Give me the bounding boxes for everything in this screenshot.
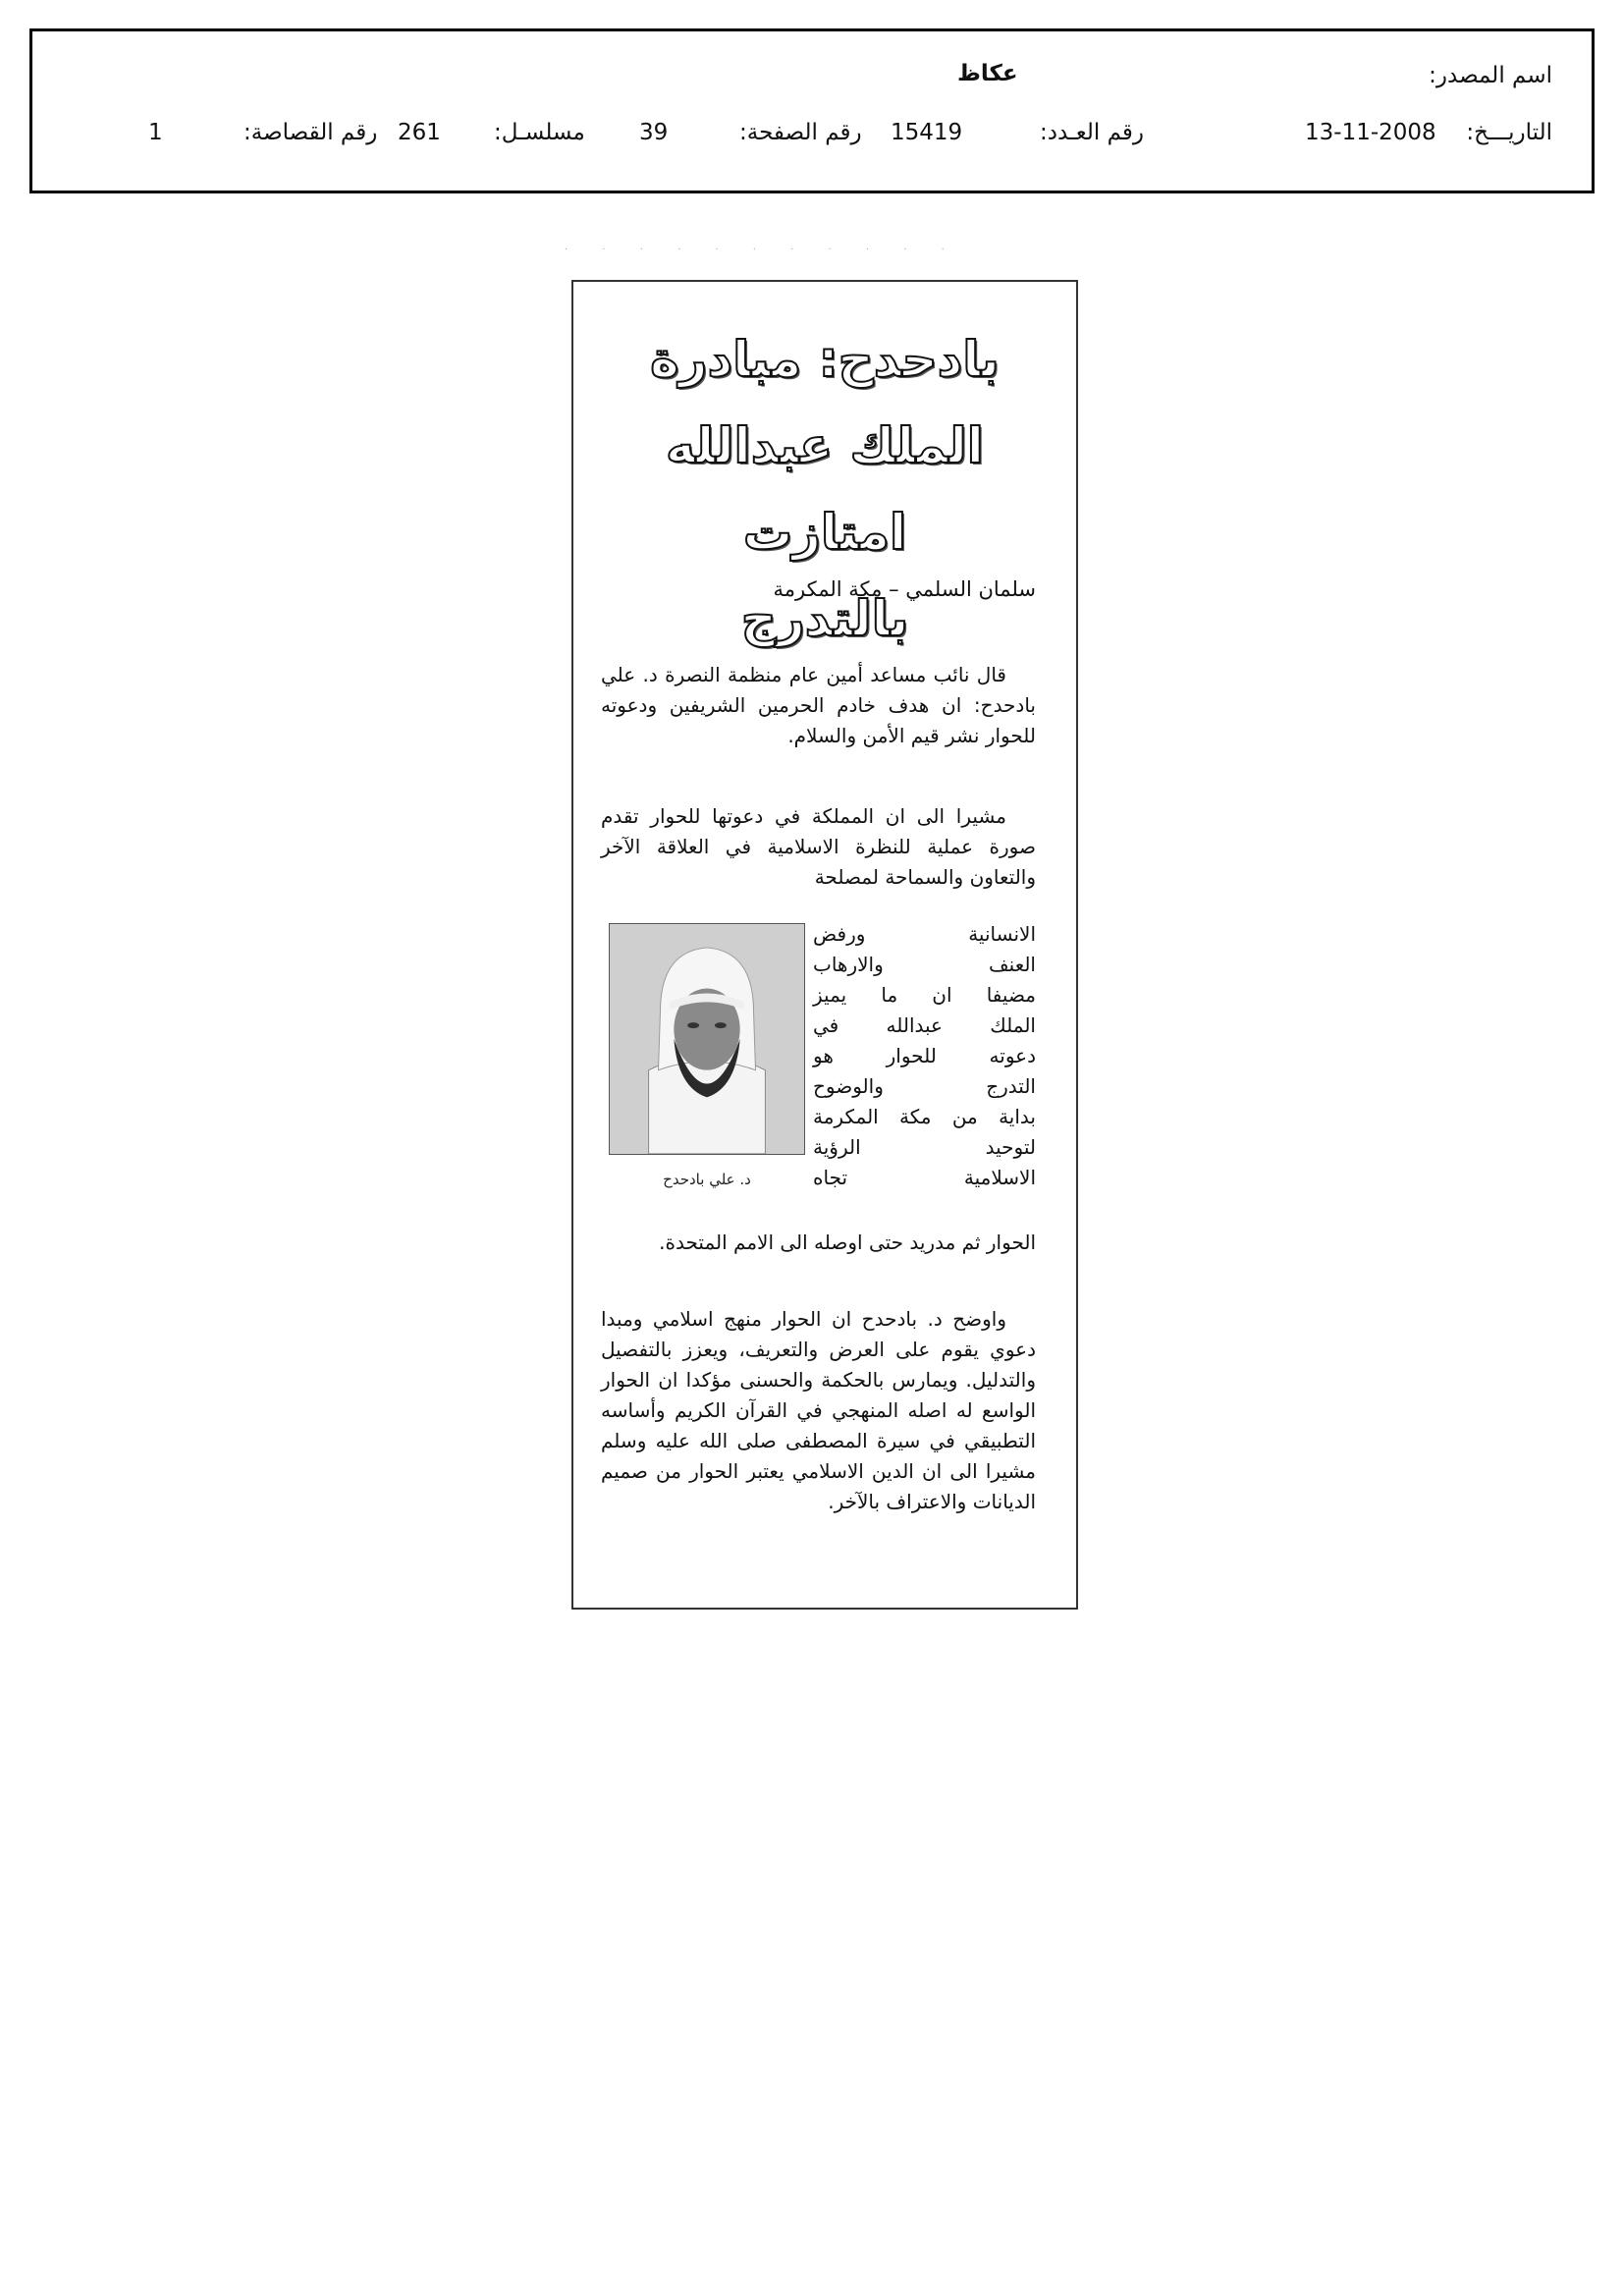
issue-value: 15419 [891,120,963,145]
article-byline: سلمان السلمي – مكة المكرمة [773,577,1036,601]
source-value: عكاظ [957,61,1018,86]
headline-line: بادحدح: مبادرة [650,331,1000,388]
headline-line: الملك عبدالله امتازت [666,417,984,561]
narrow-column-line: العنف والارهاب [813,953,1036,976]
narrow-column-line: لتوحيد الرؤية [813,1135,1036,1159]
narrow-column-line: بداية من مكة المكرمة [813,1105,1036,1128]
clip-value: 1 [148,120,163,145]
portrait-image-icon [610,924,804,1154]
clipping-metadata-box [29,28,1595,193]
photo-caption: د. علي بادحدح [663,1171,751,1188]
narrow-column-line: الانسانية ورفض [813,922,1036,946]
source-label: اسم المصدر: [1429,63,1552,88]
article-paragraph-3: واوضح د. بادحدح ان الحوار منهج اسلامي ومبدا دعوي يقوم على العرض والتعريف، ويعزز بالتفصيل والتدليل. ويمارس بالحكمة والحسنى مؤكدا ان الحوار الواسع له اصله المنهجي في القرآن الكريم وأساسه التطبيقي في سيرة المصطفى صلى الله عليه وسلم مشيرا الى ان الدين الاسلامي يعتبر الحوار من صميم الديانات والاعتراف بالآخر. [601,1307,1036,1513]
article-headline [589,316,1060,662]
narrow-column-line: الاسلامية تجاه [813,1166,1036,1189]
article-narrow-column [813,919,1036,1193]
issue-label: رقم العـدد: [1040,120,1145,145]
narrow-column-line: الملك عبدالله في [813,1013,1036,1037]
author-photo [609,923,805,1155]
narrow-column-line: مضيفا ان ما يميز [813,983,1036,1007]
date-label: التاريـــخ: [1466,120,1552,145]
headline-line: بالتدرج [740,590,909,647]
serial-label: مسلسـل: [494,120,585,145]
date-value: 13-11-2008 [1305,120,1436,145]
article-paragraph-2-bottom: الحوار ثم مدريد حتى اوصله الى الامم المتحدة. [659,1230,1036,1254]
page-value: 39 [639,120,669,145]
serial-value: 261 [398,120,441,145]
scan-noise: · · · · · · · · · · · [565,245,960,255]
article-paragraph-2-top: مشيرا الى ان المملكة في دعوتها للحوار تقدم صورة عملية للنظرة الاسلامية في العلاقة الآخر والتعاون والسماحة لمصلحة [601,804,1036,889]
narrow-column-line: دعوته للحوار هو [813,1044,1036,1067]
clip-label: رقم القصاصة: [243,120,378,145]
article-paragraph-1: قال نائب مساعد أمين عام منظمة النصرة د. علي بادحدح: ان هدف خادم الحرمين الشريفين ودعوته للحوار نشر قيم الأمن والسلام. [601,663,1036,747]
page-label: رقم الصفحة: [739,120,862,145]
narrow-column-line: التدرج والوضوح [813,1074,1036,1098]
